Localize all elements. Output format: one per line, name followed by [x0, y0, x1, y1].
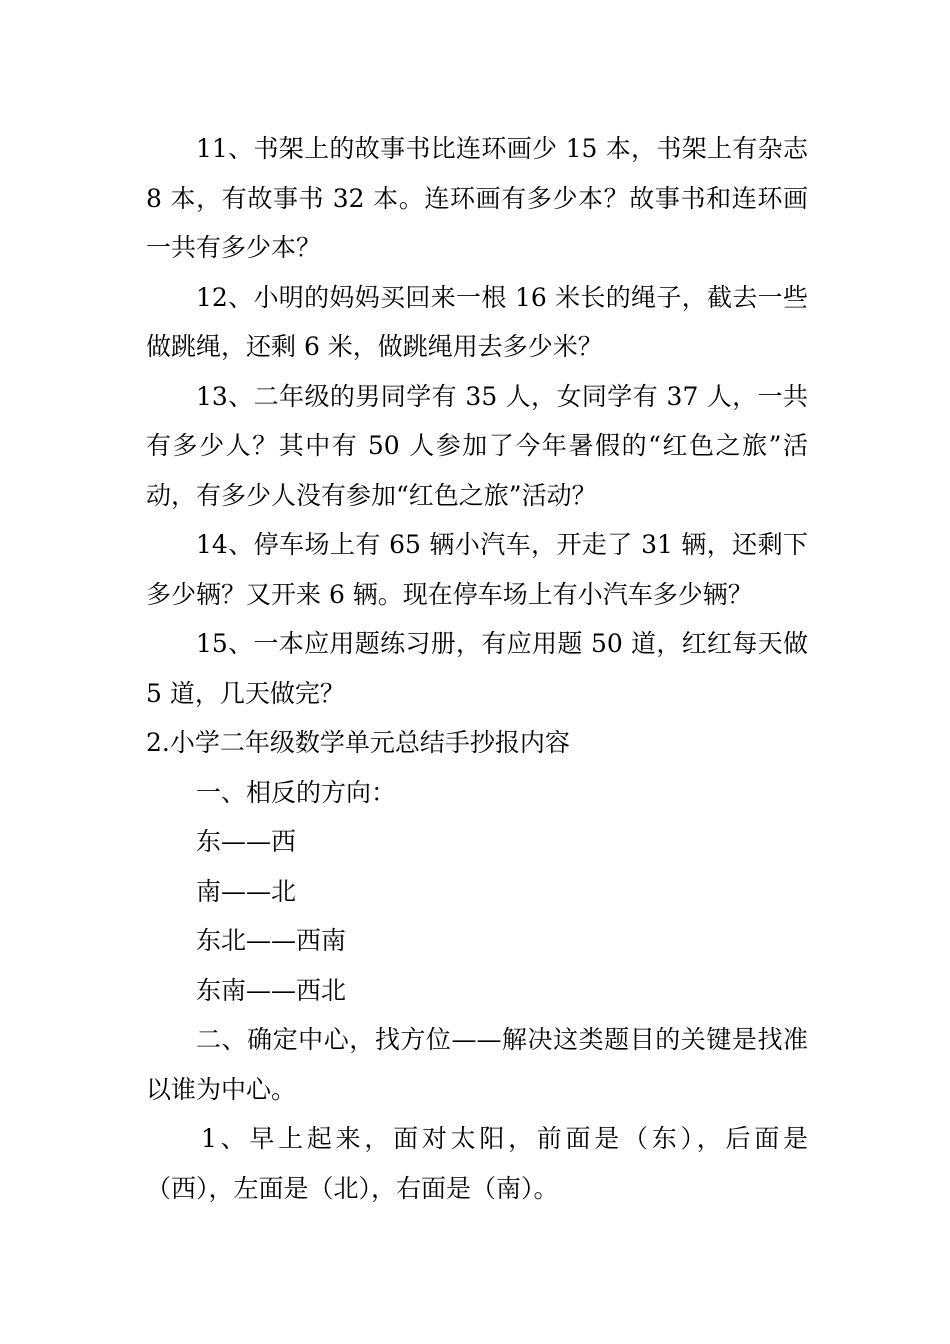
section-heading: 2.小学二年级数学单元总结手抄报内容: [146, 728, 570, 757]
opposite-south-north: 南——北: [196, 876, 297, 906]
part1-title: 一、相反的方向：: [196, 777, 397, 807]
opposite-item: [146, 817, 808, 867]
document-body: [146, 124, 808, 1213]
opposite-northeast-southwest: 东北——西南: [196, 926, 347, 955]
part2-title: 二、确定中心，找方位——解决这类题目的关键是找准以谁为中心。: [146, 1025, 808, 1104]
problem-11: 11、书架上的故事书比连环画少 15 本，书架上有杂志 8 本，有故事书 32 本。连环画有多少本？故事书和连环画一共有多少本？: [146, 134, 808, 262]
opposite-item: [146, 966, 808, 1016]
problem-13: 13、二年级的男同学有 35 人，女同学有 37 人，一共有多少人？其中有 50 人参加了今年暑假的“红色之旅”活动，有多少人没有参加“红色之旅”活动？: [146, 381, 808, 510]
opposite-southeast-northwest: 东南——西北: [196, 975, 347, 1005]
opposite-item: [146, 916, 808, 966]
problem-15: 15、一本应用题练习册，有应用题 50 道，红红每天做 5 道，几天做完？: [146, 629, 808, 708]
problem-14: 14、停车场上有 65 辆小汽车，开走了 31 辆，还剩下多少辆？又开来 6 辆。现在停车场上有小汽车多少辆？: [146, 530, 808, 609]
example-1: 1、早上起来，面对太阳，前面是（东），后面是（西），左面是（北），右面是（南）。: [146, 1124, 808, 1203]
problem-12: 12、小明的妈妈买回来一根 16 米长的绳子，截去一些做跳绳，还剩 6 米，做跳绳用去多少米？: [146, 282, 808, 361]
opposite-east-west: 东——西: [196, 827, 297, 856]
opposite-item: [146, 867, 808, 917]
